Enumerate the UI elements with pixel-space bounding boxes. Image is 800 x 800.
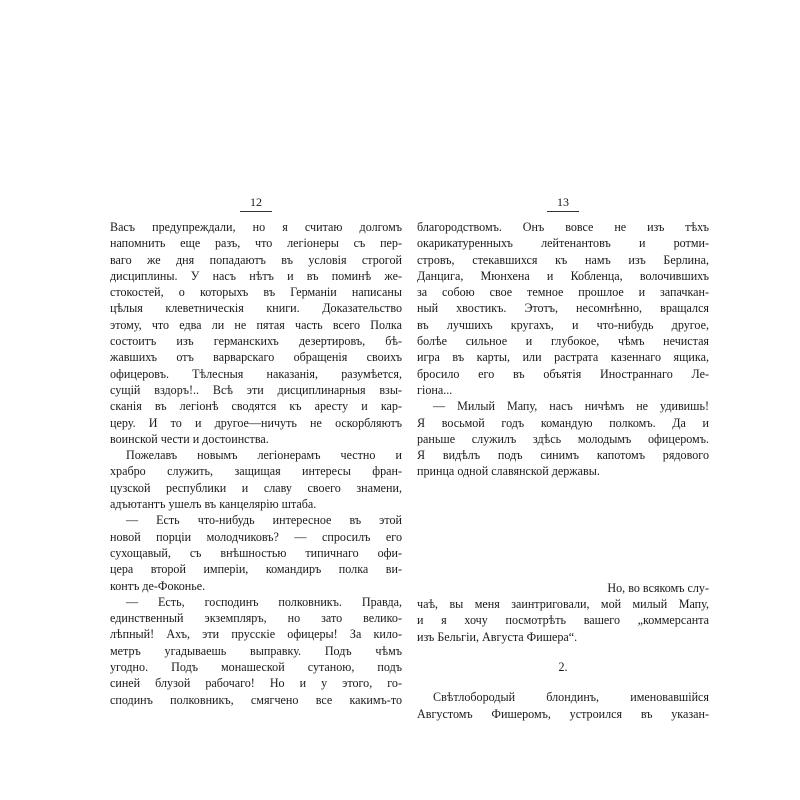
text-line: цузской республики и славу своего знамени, bbox=[110, 480, 402, 495]
text-line: сканія въ легіонѣ сводятся къ аресту и кар- bbox=[110, 399, 402, 414]
text-line: этому, что едва ли не пятая часть всего Полка bbox=[110, 317, 402, 332]
text-line: стровъ, стекавшихся къ намъ изъ Берлина, bbox=[417, 252, 709, 267]
page-number-rule bbox=[240, 211, 272, 212]
text-line: за собою свое темное прошлое и запачкан- bbox=[417, 285, 709, 300]
text-line: угодно. Подъ монашеской сутаною, подъ bbox=[110, 660, 402, 675]
right-page bbox=[417, 195, 709, 722]
text-line: изъ Бельгіи, Августа Фишера“. bbox=[417, 629, 578, 644]
blank-space bbox=[417, 645, 709, 659]
text-line: сподинъ полковникъ, смягчено все какимъ-то bbox=[110, 692, 402, 707]
text-line: контъ де-Фоконье. bbox=[110, 578, 206, 593]
text-line: лѣпный! Ахъ, эти прусскіе офицеры! За кило- bbox=[110, 627, 402, 642]
text-line: Пожелавъ новымъ легіонерамъ честно и bbox=[126, 448, 402, 463]
text-line: сущій вздоръ!.. Всѣ эти дисциплинарныя взы- bbox=[110, 382, 402, 397]
text-line: Васъ предупреждали, но я считаю долгомъ bbox=[110, 220, 402, 234]
text-line: ваго же дня попадаютъ въ условія строгой bbox=[110, 252, 402, 267]
page-text bbox=[417, 219, 709, 722]
text-line: жавшихъ отъ варварскаго обращенія своихъ bbox=[110, 350, 402, 365]
text-line: цѣлыя клеветническія книги. Доказательство bbox=[110, 301, 402, 316]
text-line: напомнить еще разъ, что легіонеры съ пер- bbox=[110, 236, 402, 251]
text-line: бросило его въ объятія Иностраннаго Ле- bbox=[417, 366, 709, 381]
page-text bbox=[110, 219, 402, 708]
text-line: Свѣтлобородый блондинъ, именовавшійся bbox=[433, 690, 709, 705]
text-line: офицеровъ. Тѣлесныя наказанія, разумѣется, bbox=[110, 366, 402, 381]
text-line: воинской чести и достоинства. bbox=[110, 431, 269, 446]
text-line: стокостей, о которыхъ въ Германіи написаны bbox=[110, 285, 402, 300]
left-page bbox=[110, 195, 402, 708]
text-line: Но, во всякомъ слу- bbox=[607, 580, 709, 595]
text-line: — Милый Мапу, насъ ничѣмъ не удивишь! bbox=[433, 399, 709, 414]
text-line: окарикатуренныхъ лейтенантовъ и ротми- bbox=[417, 236, 709, 251]
text-line: раньше служилъ здѣсь молодымъ офицеромъ. bbox=[417, 431, 709, 446]
text-line: ный хвостикъ. Этотъ, несомнѣнно, вращался bbox=[417, 301, 709, 316]
text-line: состоитъ изъ германскихъ дезертировъ, бѣ- bbox=[110, 334, 402, 349]
text-line: новой порціи молодчиковъ? — спросилъ его bbox=[110, 529, 402, 544]
text-line: — Есть, господинъ полковникъ. Правда, bbox=[126, 594, 402, 609]
text-line: — Есть что-нибудь интересное въ этой bbox=[126, 513, 402, 528]
text-line: благородствомъ. Онъ вовсе не изъ тѣхъ bbox=[417, 220, 709, 234]
text-line: метръ угадываешь выправку. Подъ чѣмъ bbox=[110, 643, 402, 658]
blank-space bbox=[417, 480, 709, 580]
page-number: 12 bbox=[250, 195, 262, 209]
text-line: принца одной славянской державы. bbox=[417, 464, 600, 479]
text-line: игра въ карты, или растрата казеннаго ящика, bbox=[417, 350, 709, 365]
text-line: сухощавый, съ внѣшностью типичнаго офи- bbox=[110, 545, 402, 560]
text-line: Я видѣлъ подъ синимъ капотомъ рядового bbox=[417, 448, 709, 463]
text-line: храбро служить, защищая интересы фран- bbox=[110, 464, 402, 479]
text-line: гіона... bbox=[417, 382, 453, 397]
text-line: единственный экземпляръ, но зато велико- bbox=[110, 611, 402, 626]
blank-space bbox=[417, 675, 709, 689]
text-line: Данцига, Мюнхена и Кобленца, волочившихъ bbox=[417, 268, 709, 283]
page-number: 13 bbox=[557, 195, 569, 209]
text-line: Августомъ Фишеромъ, устроился въ указан- bbox=[417, 706, 709, 721]
text-line: болѣе сильное и глубокое, чѣмъ нечистая bbox=[417, 334, 709, 349]
text-line: въ лучшихъ кругахъ, и что-нибудь другое, bbox=[417, 317, 709, 332]
section-number: 2. bbox=[558, 659, 568, 674]
page-number-rule bbox=[547, 211, 579, 212]
text-line: церу. И то и другое—ничуть не оскорбляютъ bbox=[110, 415, 402, 430]
text-line: Я восьмой годъ командую полкомъ. Да и bbox=[417, 415, 709, 430]
text-line: адъютантъ ушелъ въ канцелярію штаба. bbox=[110, 497, 317, 512]
text-line: синей блузой рабочаго! Но и у этого, го- bbox=[110, 676, 402, 691]
text-line: дисциплины. У насъ нѣтъ и въ поминѣ же- bbox=[110, 268, 402, 283]
text-line: чаѣ, вы меня заинтриговали, мой милый Мапу, bbox=[417, 597, 709, 612]
text-line: цера второй имперіи, командиръ полка ви- bbox=[110, 562, 402, 577]
text-line: и я хочу посмотрѣть вашего „коммерсанта bbox=[417, 613, 709, 628]
